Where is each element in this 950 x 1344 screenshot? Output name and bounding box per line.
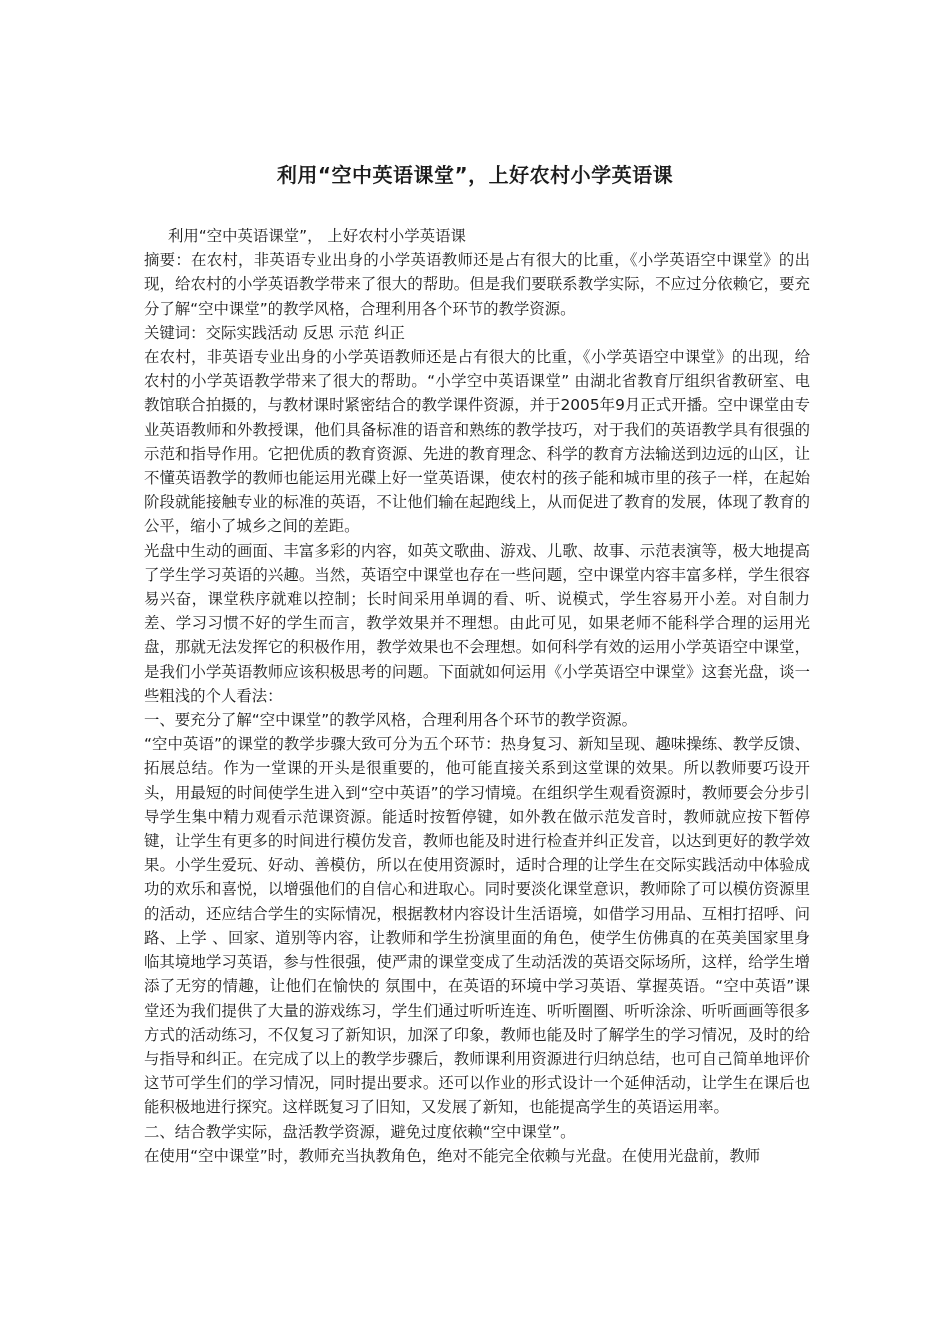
section-heading: 一、要充分了解“空中课堂”的教学风格，合理利用各个环节的教学资源。: [144, 711, 638, 730]
keywords-paragraph: 关键词：交际实践活动 反思 示范 纠正: [144, 323, 405, 342]
subtitle-paragraph: 利用“空中英语课堂”， 上好农村小学英语课: [168, 227, 466, 245]
body-paragraph: “空中英语”的课堂的教学步骤大致可分为五个环节：热身复习、新知呈现、趣味操练、教学反馈、拓展总结。作为一堂课的开头是很重要的，他可能直接关系到这堂课的效果。所以教师要巧设开头，用最短的时间使学生进入到“空中英语”的学习情境。在组织学生观看资源时，教师要会分步引导学生集中精力观看示范课资源。能适时按暂停键，如外教在做示范发音时，教师就应按下暂停键，让学生有更多的时间进行模仿发音，教师也能及时进行检查并纠正发音，以达到更好的教学效果。小学生爱玩、好动、善模仿，所以在使用资源时，适时合理的让学生在交际实践活动中体验成功的欢乐和喜悦，以增强他们的自信心和进取心。同时要淡化课堂意识，教师除了可以模仿资源里的活动，还应结合学生的实际情况，根据教材内容设计生活语境，如借学习用品、互相打招呼、问路、上学 、回家、道别等内容，让教师和学生扮演里面的角色，使学生仿佛真的在英美国家里身临其境地学习英语，参与性很强，使严肃的课堂变成了生动活泼的英语交际场所，这样，给学生增添了无穷的情趣，让他们在愉快的 氛围中，在英语的环境中学习英语、掌握英语。“空中英语”课堂还为我们提供了大量的游戏练习，学生们通过听听连连、听听圈圈、听听涂涂、听听画画等很多方式的活动练习，不仅复习了新知识，加深了印象，教师也能及时了解学生的学习情况，及时的给与指导和纠正。在完成了以上的教学步骤后，教师课利用资源进行归纳总结，也可自己简单地评价这节可学生们的学习情况，同时提出要求。还可以作业的形式设计一个延伸活动，让学生在课后也能积极地进行探究。这样既复习了旧知，又发展了新知，也能提高学生的英语运用率。: [144, 735, 810, 1117]
section-heading: 二、结合教学实际，盘活教学资源，避免过度依赖“空中课堂”。: [144, 1122, 576, 1141]
body-paragraph: 在使用“空中课堂”时，教师充当执教角色，绝对不能完全依赖与光盘。在使用光盘前，教师: [144, 1146, 761, 1165]
body-paragraph: 光盘中生动的画面、丰富多彩的内容，如英文歌曲、游戏、儿歌、故事、示范表演等，极大地提高了学生学习英语的兴趣。当然，英语空中课堂也存在一些问题，空中课堂内容丰富多样，学生很容易兴奋，课堂秩序就难以控制；长时间采用单调的看、听、说模式，学生容易开小差。对自制力差、学习习惯不好的学生而言，教学效果并不理想。由此可见，如果老师不能科学合理的运用光盘，那就无法发挥它的积极作用，教学效果也不会理想。如何科学有效的运用小学英语空中课堂，是我们小学英语教师应该积极思考的问题。下面就如何运用《小学英语空中课堂》这套光盘，谈一些粗浅的个人看法：: [144, 541, 810, 705]
abstract-paragraph: 摘要：在农村，非英语专业出身的小学英语教师还是占有很大的比重，《小学英语空中课堂》的出现，给农村的小学英语教学带来了很大的帮助。但是我们要联系教学实际，不应过分依赖它，要充分了解“空中课堂”的教学风格，合理利用各个环节的教学资源。: [144, 251, 810, 318]
document-body: [144, 224, 810, 1168]
body-paragraph: 在农村，非英语专业出身的小学英语教师还是占有很大的比重，《小学英语空中课堂》的出现，给农村的小学英语教学带来了很大的帮助。“小学空中英语课堂” 由湖北省教育厅组织省教研室、电教馆联合拍摄的，与教材课时紧密结合的教学课件资源，并于2005年9月正式开播。空中课堂由专业英语教师和外教授课，他们具备标准的语音和熟练的教学技巧，对于我们的英语教学具有很强的示范和指导作用。它把优质的教育资源、先进的教育理念、科学的教育方法输送到边远的山区，让不懂英语教学的教师也能运用光碟上好一堂英语课，使农村的孩子能和城市里的孩子一样，在起始阶段就能接触专业的标准的英语，不让他们输在起跑线上，从而促进了教育的发展，体现了教育的公平，缩小了城乡之间的差距。: [144, 348, 810, 536]
document-title: 利用“空中英语课堂”，上好农村小学英语课: [276, 163, 674, 187]
